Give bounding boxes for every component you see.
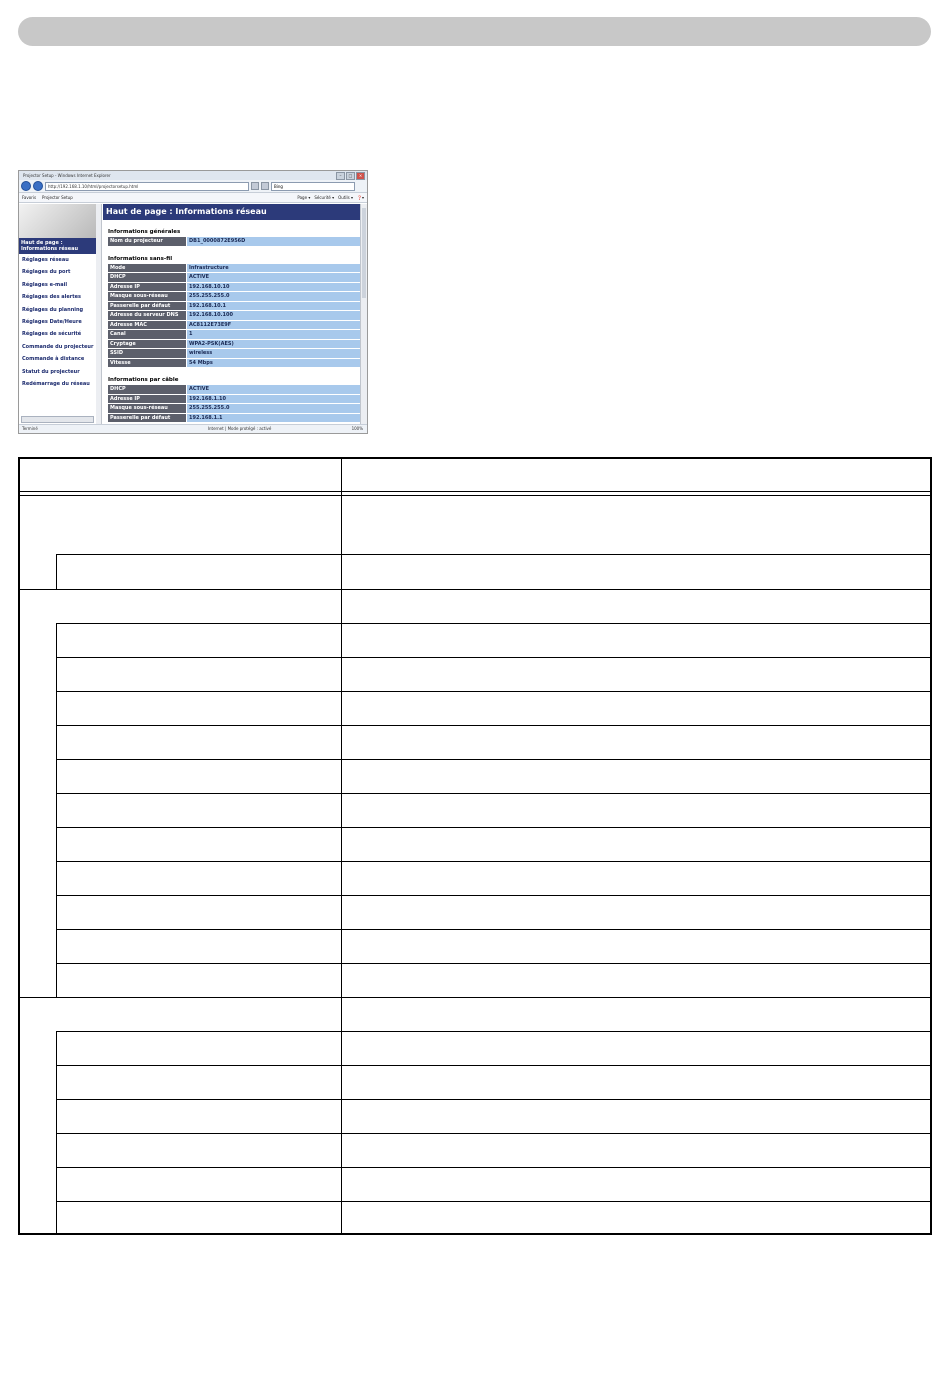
sidebar-item-alerts[interactable]: Réglages des alertes <box>22 294 81 301</box>
table-rule <box>56 554 930 555</box>
scroll-thumb[interactable] <box>362 208 366 298</box>
wireless-row <box>108 359 361 368</box>
close-icon[interactable]: × <box>356 172 365 180</box>
sidebar-item-remote-control[interactable]: Commande à distance <box>22 356 85 363</box>
sidebar-item-datetime[interactable]: Réglages Date/Heure <box>22 318 82 325</box>
wireless-key: Mode <box>108 264 186 273</box>
wireless-value: WPA2-PSK(AES) <box>187 340 361 349</box>
logo-image <box>19 204 96 238</box>
table-rule <box>56 1201 930 1202</box>
sidebar-item-network-restart[interactable]: Redémarrage du réseau <box>22 380 90 387</box>
general-value: DB1_0000872E956D <box>187 237 361 246</box>
wireless-row <box>108 273 361 282</box>
minimize-icon[interactable]: – <box>336 172 345 180</box>
search-input[interactable]: Bing <box>271 182 355 191</box>
wired-value: ACTIVE <box>187 385 361 394</box>
table-column-divider <box>341 459 342 1233</box>
wireless-value: 54 Mbps <box>187 359 361 368</box>
wired-row <box>108 404 361 413</box>
table-rule <box>56 1065 930 1066</box>
sidebar-item-projector-control[interactable]: Commande du projecteur <box>22 343 94 350</box>
general-row <box>108 237 361 246</box>
general-key: Nom du projecteur <box>108 237 186 246</box>
wired-value: 255.255.255.0 <box>187 404 361 413</box>
table-rule <box>56 725 930 726</box>
table-rule <box>56 623 930 624</box>
wireless-value: wireless <box>187 349 361 358</box>
back-icon[interactable] <box>21 181 31 191</box>
wireless-key: Canal <box>108 330 186 339</box>
window-titlebar <box>19 171 367 180</box>
table-rule <box>20 589 930 590</box>
zoom-level[interactable]: 100% <box>351 426 363 431</box>
main-panel <box>103 204 361 425</box>
section-title-general: Informations générales <box>108 229 181 235</box>
wireless-row <box>108 302 361 311</box>
tool-page[interactable]: Page ▾ <box>297 195 311 200</box>
status-text: Terminé <box>22 426 38 431</box>
table-rule <box>56 793 930 794</box>
wireless-value: 192.168.10.10 <box>187 283 361 292</box>
wired-key: Masque sous-réseau <box>108 404 186 413</box>
page-content <box>19 204 367 425</box>
address-bar <box>19 180 367 193</box>
wireless-row <box>108 330 361 339</box>
table-indent-rule <box>56 554 57 589</box>
table-rule <box>56 963 930 964</box>
forward-icon[interactable] <box>33 181 43 191</box>
refresh-icon[interactable] <box>251 182 259 190</box>
sidebar-item-email[interactable]: Réglages e-mail <box>22 281 68 288</box>
table-indent-rule <box>56 1031 57 1233</box>
sidebar-horizontal-scrollbar[interactable] <box>21 416 94 423</box>
sidebar-vertical-scrollbar[interactable] <box>96 204 102 425</box>
wireless-row <box>108 321 361 330</box>
tool-tools[interactable]: Outils ▾ <box>338 195 353 200</box>
wireless-row <box>108 311 361 320</box>
wireless-value: 255.255.255.0 <box>187 292 361 301</box>
table-rule <box>56 1031 930 1032</box>
wireless-row <box>108 292 361 301</box>
wireless-key: Masque sous-réseau <box>108 292 186 301</box>
section-title-wired: Informations par câble <box>108 377 179 383</box>
wired-key: Passerelle par défaut <box>108 414 186 423</box>
table-rule <box>56 929 930 930</box>
wireless-key: DHCP <box>108 273 186 282</box>
main-vertical-scrollbar[interactable] <box>360 204 367 425</box>
sidebar-item-schedule[interactable]: Réglages du planning <box>22 306 84 313</box>
table-rule <box>20 997 930 998</box>
sidebar-item-active[interactable]: Haut de page : Informations réseau <box>19 238 96 254</box>
section-title-wireless: Informations sans-fil <box>108 255 173 262</box>
wired-row <box>108 395 361 404</box>
table-rule <box>56 759 930 760</box>
zone-text: Internet | Mode protégé : activé <box>207 426 272 431</box>
table-rule <box>56 861 930 862</box>
table-rule <box>56 895 930 896</box>
wired-row <box>108 414 361 423</box>
tool-security[interactable]: Sécurité ▾ <box>314 195 335 200</box>
tool-help[interactable]: ❓▾ <box>357 195 364 200</box>
window-title: Projector Setup - Windows Internet Explorer <box>23 173 111 178</box>
sidebar-item-port[interactable]: Réglages du port <box>22 269 71 276</box>
table-rule <box>56 1133 930 1134</box>
wireless-row <box>108 283 361 292</box>
page-title: Haut de page : Informations réseau <box>103 204 361 220</box>
table-rule <box>56 691 930 692</box>
wired-key: DHCP <box>108 385 186 394</box>
wireless-key: SSID <box>108 349 186 358</box>
wireless-key: Vitesse <box>108 359 186 368</box>
info-table <box>18 457 932 1235</box>
wireless-value: Infrastructure <box>187 264 361 273</box>
wireless-key: Cryptage <box>108 340 186 349</box>
sidebar-item-security[interactable]: Réglages de sécurité <box>22 331 82 338</box>
sidebar-item-network[interactable]: Réglages réseau <box>22 257 69 263</box>
table-rule <box>56 657 930 658</box>
wired-row <box>108 385 361 394</box>
wireless-key: Adresse IP <box>108 283 186 292</box>
address-input[interactable]: http://192.168.1.10/html/projectorsetup.html <box>45 182 249 191</box>
wireless-value: ACTIVE <box>187 273 361 282</box>
browser-screenshot <box>18 170 368 434</box>
wireless-row <box>108 264 361 273</box>
wired-value: 192.168.1.1 <box>187 414 361 423</box>
sidebar-item-projector-status[interactable]: Statut du projecteur <box>22 368 80 375</box>
stop-icon[interactable] <box>261 182 269 190</box>
wireless-key: Adresse MAC <box>108 321 186 330</box>
favorites-button[interactable]: Favoris <box>22 195 37 200</box>
wired-key: Adresse IP <box>108 395 186 404</box>
wireless-key: Passerelle par défaut <box>108 302 186 311</box>
wireless-value: AC8112E73E9F <box>187 321 361 330</box>
wireless-value: 1 <box>187 330 361 339</box>
wireless-key: Adresse du serveur DNS <box>108 311 186 320</box>
header-bar <box>18 17 931 46</box>
status-bar <box>19 424 367 433</box>
wireless-value: 192.168.10.1 <box>187 302 361 311</box>
wireless-row <box>108 349 361 358</box>
wireless-value: 192.168.10.100 <box>187 311 361 320</box>
maximize-icon[interactable]: □ <box>346 172 355 180</box>
table-rule <box>56 827 930 828</box>
table-rule <box>56 1167 930 1168</box>
wired-value: 192.168.1.10 <box>187 395 361 404</box>
table-rule <box>56 1099 930 1100</box>
favorites-bar <box>19 193 367 203</box>
table-indent-rule <box>56 623 57 997</box>
table-header-rule <box>20 495 930 496</box>
browser-tab[interactable]: Projector Setup <box>42 195 73 200</box>
table-header-rule <box>20 491 930 492</box>
sidebar <box>19 204 97 425</box>
wireless-row <box>108 340 361 349</box>
